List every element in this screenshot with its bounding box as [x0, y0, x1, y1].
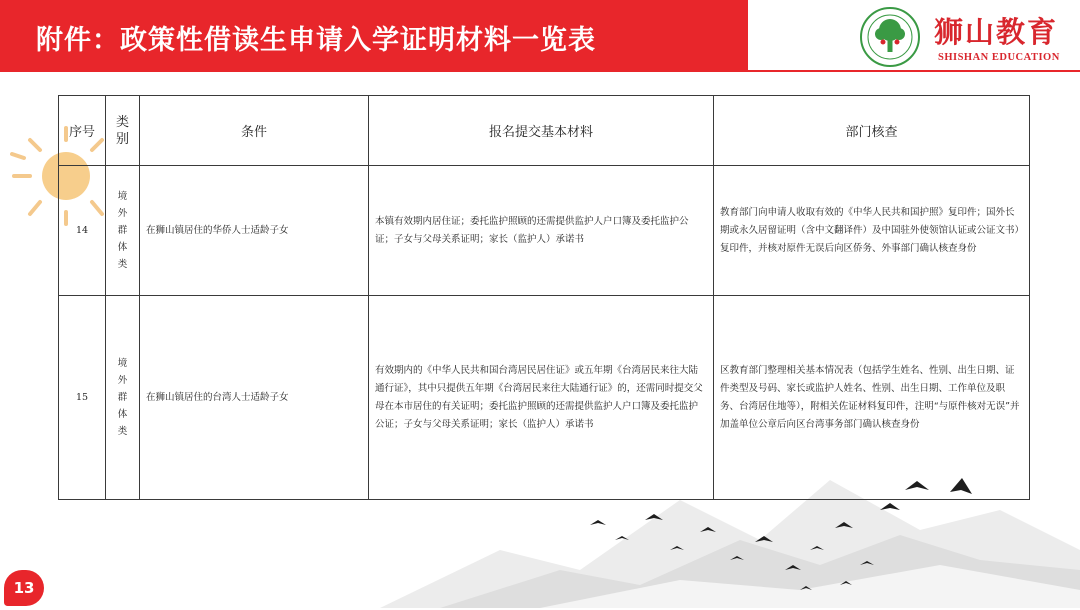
header-bar [0, 0, 748, 72]
row-num: 15 [59, 296, 106, 500]
header-department: 部门核查 [714, 96, 1030, 166]
header-num: 序号 [59, 96, 106, 166]
page-number-badge: 13 [4, 570, 44, 606]
row-materials: 有效期内的《中华人民共和国台湾居民居住证》或五年期《台湾居民来往大陆通行证》，其中只提供五年期《台湾居民来往大陆通行证》的，还需同时提交父母在本市居住的有关证明；委托监护照顾的还需提供监护人户口簿及委托监护公证；子女与父母关系证明；家长（监护人）承诺书 [369, 296, 714, 500]
row-condition: 在狮山镇居住的台湾人士适龄子女 [140, 296, 369, 500]
table-row [59, 296, 1030, 500]
table-row [59, 166, 1030, 296]
row-type: 境外群体类 [106, 296, 140, 500]
row-condition: 在狮山镇居住的华侨人士适龄子女 [140, 166, 369, 296]
row-materials: 本镇有效期内居住证；委托监护照顾的还需提供监护人户口簿及委托监护公证；子女与父母关系证明；家长（监护人）承诺书 [369, 166, 714, 296]
logo-text: 狮山教育 [934, 15, 1059, 49]
row-department: 区教育部门整理相关基本情况表（包括学生姓名、性别、出生日期、证件类型及号码、家长或监护人姓名、性别、出生日期、工作单位及职务、台湾居住地等），附相关佐证材料复印件，注明“与原件核对无误”并加盖单位公章后向区台湾事务部门确认核查身份 [714, 296, 1030, 500]
header-divider [748, 70, 1080, 72]
page-title: 附件：政策性借读生申请入学证明材料一览表 [36, 25, 596, 56]
school-emblem-icon [850, 6, 930, 68]
table-header-row [59, 96, 1030, 166]
materials-table [58, 95, 1030, 500]
header-type: 类别 [106, 96, 140, 166]
header-materials: 报名提交基本材料 [369, 96, 714, 166]
row-department: 教育部门向申请人收取有效的《中华人民共和国护照》复印件；国外长期或永久居留证明（含中文翻译件）及中国驻外使领馆认证或公证文书）复印件，并核对原件无误后向区侨务、外事部门确认核查身份 [714, 166, 1030, 296]
row-num: 14 [59, 166, 106, 296]
row-type: 境外群体类 [106, 166, 140, 296]
logo-subtitle: SHISHAN EDUCATION [938, 52, 1060, 63]
header-condition: 条件 [140, 96, 369, 166]
